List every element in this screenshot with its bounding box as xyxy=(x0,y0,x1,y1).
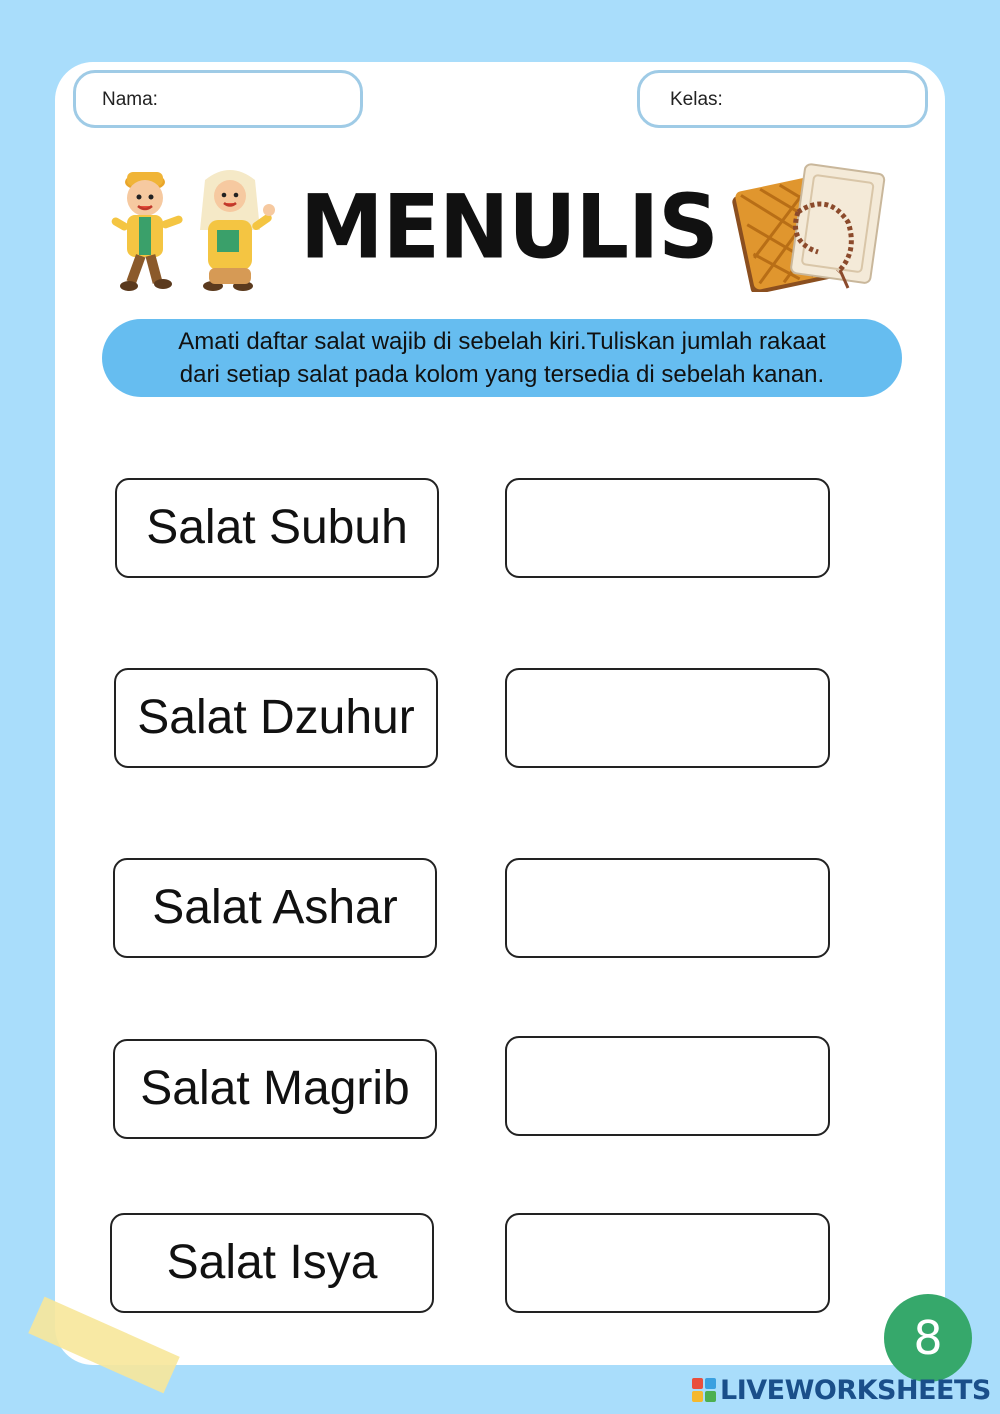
muslim-kids-icon xyxy=(105,160,280,295)
answer-box-isya[interactable] xyxy=(505,1213,830,1313)
quran-prayer-beads-icon xyxy=(728,152,893,292)
instruction-line-1: Amati daftar salat wajib di sebelah kiri.Tuliskan jumlah rakaat xyxy=(178,328,826,355)
answer-box-ashar[interactable] xyxy=(505,858,830,958)
nama-field[interactable] xyxy=(73,70,363,128)
answer-box-subuh[interactable] xyxy=(505,478,830,578)
page-number-badge: 8 xyxy=(884,1294,972,1382)
prayer-label-subuh: Salat Subuh xyxy=(115,478,439,578)
kelas-field[interactable] xyxy=(637,70,928,128)
prayer-label-dzuhur: Salat Dzuhur xyxy=(114,668,438,768)
liveworksheets-icon xyxy=(692,1378,716,1402)
instruction-banner xyxy=(102,319,902,397)
kelas-label: Kelas: xyxy=(670,89,723,110)
prayer-label-magrib: Salat Magrib xyxy=(113,1039,437,1139)
prayer-label-isya: Salat Isya xyxy=(110,1213,434,1313)
answer-box-dzuhur[interactable] xyxy=(505,668,830,768)
page-title: MENULIS xyxy=(300,175,718,279)
answer-box-magrib[interactable] xyxy=(505,1036,830,1136)
prayer-label-ashar: Salat Ashar xyxy=(113,858,437,958)
brand-name: LIVEWORKSHEETS xyxy=(720,1374,991,1406)
instruction-line-2: dari setiap salat pada kolom yang tersedia di sebelah kanan. xyxy=(179,361,825,388)
nama-label: Nama: xyxy=(102,89,158,110)
liveworksheets-logo xyxy=(692,1373,991,1407)
